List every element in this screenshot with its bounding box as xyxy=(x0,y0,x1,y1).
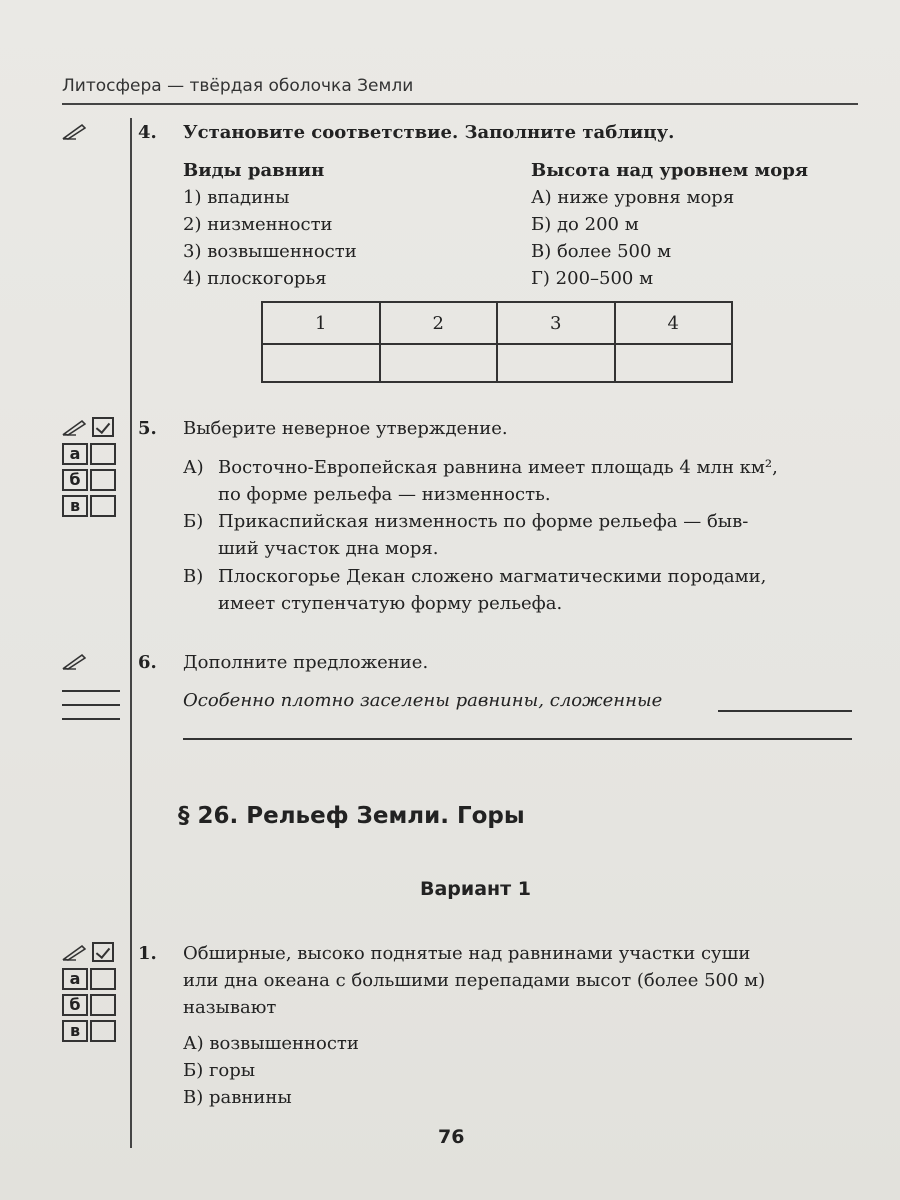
option-text: Плоскогорье Декан сложено магматическими породами, xyxy=(218,566,767,587)
option-text: Восточно-Европейская равнина имеет площадь 4 млн км², xyxy=(218,457,778,478)
answer-table-header: 3 xyxy=(497,302,615,344)
plain-type-item: 4) плоскогорья xyxy=(183,268,327,289)
answer-write-line[interactable] xyxy=(183,738,852,740)
plain-type-item: 3) возвышенности xyxy=(183,241,357,262)
option-text: А) возвышенности xyxy=(183,1033,359,1054)
option-text: В) равнины xyxy=(183,1087,292,1108)
question-1-text: называют xyxy=(183,997,277,1018)
option-letter-v: в xyxy=(62,1020,88,1042)
plain-types-title: Виды равнин xyxy=(183,160,325,181)
answer-checkbox-v[interactable] xyxy=(90,1020,116,1042)
margin-answer-line xyxy=(62,704,120,706)
answer-checkbox-b[interactable] xyxy=(90,469,116,491)
option-text: Б) горы xyxy=(183,1060,256,1081)
option-label: А) xyxy=(183,457,204,478)
question-1-text: или дна океана с большими перепадами высот (более 500 м) xyxy=(183,970,766,991)
question-1-text: Обширные, высоко поднятые над равнинами участки суши xyxy=(183,943,751,964)
header-rule xyxy=(62,103,858,105)
answer-table-header: 2 xyxy=(380,302,498,344)
check-icon xyxy=(92,417,114,437)
plain-type-item: 1) впадины xyxy=(183,187,290,208)
question-4-number: 4. xyxy=(138,122,157,143)
height-item: Б) до 200 м xyxy=(531,214,639,235)
page-number: 76 xyxy=(438,1126,465,1148)
answer-write-line[interactable] xyxy=(718,710,852,712)
section-title: § 26. Рельеф Земли. Горы xyxy=(178,803,525,829)
option-text: ший участок дна моря. xyxy=(218,538,439,559)
height-item: А) ниже уровня моря xyxy=(531,187,735,208)
question-4-text: Установите соответствие. Заполните таблицу. xyxy=(183,122,675,143)
pen-icon xyxy=(62,652,86,670)
question-6-number: 6. xyxy=(138,652,157,673)
sentence-start: Особенно плотно заселены равнины, сложенные xyxy=(183,690,663,711)
pen-icon xyxy=(62,418,86,436)
check-icon xyxy=(92,942,114,962)
pen-icon xyxy=(62,122,86,140)
option-letter-v: в xyxy=(62,495,88,517)
answer-checkbox-v[interactable] xyxy=(90,495,116,517)
option-label: В) xyxy=(183,566,204,587)
option-letter-b: б xyxy=(62,469,88,491)
margin-answer-line xyxy=(62,718,120,720)
height-item: В) более 500 м xyxy=(531,241,672,262)
option-letter-b: б xyxy=(62,994,88,1016)
answer-table-header: 4 xyxy=(615,302,733,344)
option-text: по форме рельефа — низменность. xyxy=(218,484,551,505)
margin-line xyxy=(130,118,132,1148)
answer-cell[interactable] xyxy=(380,344,498,382)
option-letter-a: а xyxy=(62,443,88,465)
answer-checkbox-a[interactable] xyxy=(90,968,116,990)
pen-icon xyxy=(62,943,86,961)
option-text: Прикаспийская низменность по форме рельефа — быв- xyxy=(218,511,749,532)
question-5-text: Выберите неверное утверждение. xyxy=(183,418,508,439)
option-label: Б) xyxy=(183,511,204,532)
question-6-text: Дополните предложение. xyxy=(183,652,429,673)
height-title: Высота над уровнем моря xyxy=(531,160,809,181)
answer-table xyxy=(261,301,733,383)
height-item: Г) 200–500 м xyxy=(531,268,654,289)
answer-cell[interactable] xyxy=(497,344,615,382)
answer-checkbox-a[interactable] xyxy=(90,443,116,465)
question-1-number: 1. xyxy=(138,943,157,964)
plain-type-item: 2) низменности xyxy=(183,214,333,235)
running-header: Литосфера — твёрдая оболочка Земли xyxy=(62,76,414,96)
answer-table-header: 1 xyxy=(262,302,380,344)
answer-cell[interactable] xyxy=(262,344,380,382)
answer-cell[interactable] xyxy=(615,344,733,382)
option-text: имеет ступенчатую форму рельефа. xyxy=(218,593,563,614)
question-5-number: 5. xyxy=(138,418,157,439)
answer-checkbox-b[interactable] xyxy=(90,994,116,1016)
margin-answer-line xyxy=(62,690,120,692)
option-letter-a: а xyxy=(62,968,88,990)
variant-title: Вариант 1 xyxy=(420,878,532,900)
